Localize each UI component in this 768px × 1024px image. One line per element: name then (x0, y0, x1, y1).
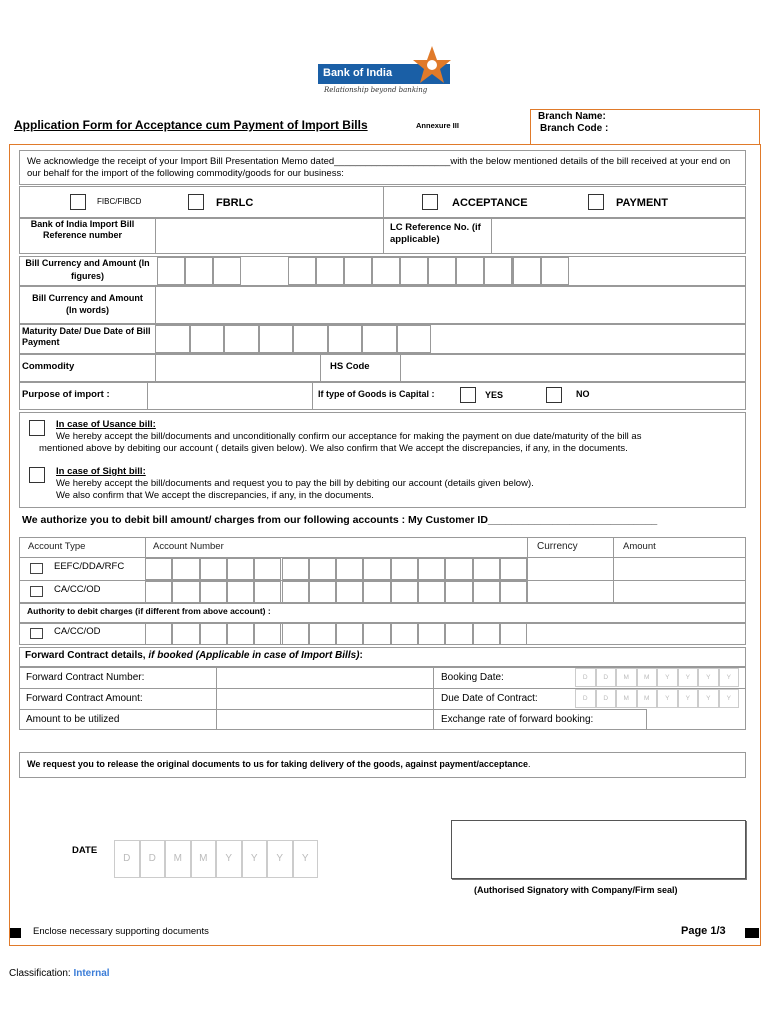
date-cell[interactable] (719, 668, 740, 687)
star-icon (412, 44, 452, 84)
acceptance-label: ACCEPTANCE (452, 197, 528, 209)
account-cell[interactable] (227, 558, 254, 580)
fibc-checkbox[interactable] (70, 194, 86, 210)
yes-checkbox[interactable] (460, 387, 476, 403)
date-cell[interactable] (596, 668, 617, 687)
maturity-cell[interactable] (259, 325, 294, 353)
fbrlc-checkbox[interactable] (188, 194, 204, 210)
fbrlc-label: FBRLC (216, 197, 254, 209)
figure-cell[interactable] (484, 257, 512, 285)
figure-cell[interactable] (372, 257, 400, 285)
date-cell[interactable] (616, 689, 637, 708)
date-cell[interactable] (114, 840, 140, 878)
eefc-checkbox[interactable] (30, 563, 43, 574)
date-cell-placeholder: D (603, 695, 609, 702)
signatory-label: (Authorised Signatory with Company/Firm seal) (474, 885, 678, 895)
date-cell[interactable] (191, 840, 217, 878)
forward-title-b: if booked (Applicable in case of Import Bills) (148, 650, 360, 661)
col-currency: Currency (537, 541, 578, 552)
date-cell[interactable] (637, 668, 658, 687)
fc-number-input[interactable] (218, 669, 431, 687)
account-cell[interactable] (391, 581, 418, 603)
date-cell-placeholder: D (148, 853, 156, 864)
account-cell[interactable] (336, 558, 363, 580)
release-text-dot: . (527, 759, 531, 769)
maturity-label: Maturity Date/ Due Date of Bill Payment (22, 326, 151, 347)
date-cell-placeholder: M (644, 674, 650, 681)
date-cell-placeholder: M (623, 674, 629, 681)
boi-ref-label: Bank of India Import Bill Reference number (30, 219, 135, 240)
fibc-label: FIBC/FIBCD (97, 197, 142, 206)
fc-exchange-rate-input[interactable] (648, 711, 744, 729)
date-cell-placeholder: M (173, 853, 182, 864)
account-cell[interactable] (418, 581, 445, 603)
account-cell[interactable] (391, 558, 418, 580)
sight-checkbox[interactable] (29, 467, 45, 483)
col-account-number: Account Number (153, 541, 224, 552)
lc-ref-label: LC Reference No. (if applicable) (390, 222, 481, 245)
date-cell-placeholder: Y (726, 695, 731, 702)
date-cell-placeholder: Y (225, 853, 233, 864)
forward-title-a: Forward Contract details, (25, 650, 149, 661)
figure-cell[interactable] (185, 257, 213, 285)
ack-text: We acknowledge the receipt of your Import Bill Presentation Memo dated______________________with the below mentioned details of the bill received at your end on our behalf for the import of the following commodity/goods for our business: (27, 156, 731, 179)
account-cell[interactable] (500, 581, 527, 603)
release-text-body: We request you to release the original documents to us for taking delivery of the goods, against payment/acceptance (27, 759, 528, 769)
date-cell[interactable] (267, 840, 293, 878)
date-cell[interactable] (637, 689, 658, 708)
fc-number-label: Forward Contract Number: (26, 672, 145, 683)
sight-title: In case of Sight bill: (56, 466, 146, 477)
authorize-text: We authorize you to debit bill amount/ charges from our following accounts : My Customer ID_____________________________ (22, 514, 658, 526)
sight-text-1: We hereby accept the bill/documents and request you to pay the bill by debiting our account (details given below). (56, 478, 534, 489)
account-cell[interactable] (418, 558, 445, 580)
account-cell[interactable] (172, 581, 199, 603)
account-cell[interactable] (445, 581, 472, 603)
date-cell[interactable] (657, 668, 678, 687)
ca-cc-od-checkbox-2[interactable] (30, 628, 43, 639)
fc-booking-date-label: Booking Date: (441, 672, 504, 683)
date-cell[interactable] (216, 840, 242, 878)
logo-tagline: Relationship beyond banking (324, 86, 428, 94)
signature-box[interactable] (451, 820, 746, 879)
capital-question: If type of Goods is Capital : (318, 389, 435, 399)
maturity-cell[interactable] (155, 325, 190, 353)
account-cell[interactable] (145, 558, 172, 580)
account-cell[interactable] (254, 581, 281, 603)
col-account-type: Account Type (28, 541, 86, 552)
hs-code-label: HS Code (330, 361, 370, 372)
date-cell[interactable] (698, 689, 719, 708)
fc-due-date-label: Due Date of Contract: (441, 693, 538, 704)
acceptance-checkbox[interactable] (422, 194, 438, 210)
date-cell[interactable] (596, 689, 617, 708)
payment-checkbox[interactable] (588, 194, 604, 210)
payment-label: PAYMENT (616, 197, 668, 209)
commodity-input[interactable] (157, 356, 318, 380)
charges-account-row (19, 623, 746, 645)
ca-cc-od-label-2: CA/CC/OD (54, 626, 101, 637)
figure-cell[interactable] (344, 257, 372, 285)
account-cell[interactable] (282, 581, 309, 603)
figure-cell[interactable] (213, 257, 241, 285)
date-cell-placeholder: D (582, 674, 588, 681)
date-cell-placeholder: Y (685, 695, 690, 702)
date-cell-placeholder: Y (726, 674, 731, 681)
date-cell[interactable] (678, 689, 699, 708)
account-cell[interactable] (172, 558, 199, 580)
figure-cell[interactable] (541, 257, 569, 285)
account-cell[interactable] (445, 558, 472, 580)
date-cell[interactable] (698, 668, 719, 687)
boi-ref-input[interactable] (157, 220, 381, 252)
yes-label: YES (485, 390, 504, 400)
figure-cell[interactable] (288, 257, 316, 285)
no-checkbox[interactable] (546, 387, 562, 403)
account-cell[interactable] (254, 558, 281, 580)
account-cell[interactable] (200, 558, 227, 580)
date-cell-placeholder: Y (706, 695, 711, 702)
figure-cell[interactable] (316, 257, 344, 285)
figure-cell[interactable] (513, 257, 541, 285)
account-cell[interactable] (145, 581, 172, 603)
date-cell[interactable] (719, 689, 740, 708)
branch-code-label: Branch Code : (540, 123, 609, 134)
date-cell[interactable] (678, 668, 699, 687)
figure-cell[interactable] (456, 257, 484, 285)
account-cell[interactable] (309, 581, 336, 603)
account-cell[interactable] (363, 581, 390, 603)
currency-words-input[interactable] (157, 288, 744, 322)
account-cell[interactable] (500, 558, 527, 580)
logo-text: Bank of India (323, 67, 393, 79)
ca-cc-od-label-1: CA/CC/OD (54, 584, 101, 595)
date-label: DATE (72, 845, 98, 856)
fc-utilized-input[interactable] (218, 711, 431, 729)
date-cell[interactable] (140, 840, 166, 878)
account-cell[interactable] (363, 558, 390, 580)
auth-charges-label: Authority to debit charges (if different from above account) : (27, 606, 271, 616)
figure-cell[interactable] (157, 257, 185, 285)
date-cell[interactable] (575, 689, 596, 708)
date-cell[interactable] (657, 689, 678, 708)
purpose-input[interactable] (149, 384, 310, 408)
date-cell[interactable] (293, 840, 319, 878)
date-cell[interactable] (242, 840, 268, 878)
hs-code-input[interactable] (402, 356, 744, 380)
usance-title: In case of Usance bill: (56, 419, 156, 430)
eefc-label: EEFC/DDA/RFC (54, 561, 125, 572)
account-cell[interactable] (227, 581, 254, 603)
account-cell[interactable] (282, 558, 309, 580)
ca-cc-od-checkbox-1[interactable] (30, 586, 43, 597)
account-cell[interactable] (473, 558, 500, 580)
fc-amount-label: Forward Contract Amount: (26, 693, 143, 704)
date-cell-placeholder: Y (685, 674, 690, 681)
date-cell-placeholder: Y (301, 853, 309, 864)
classification-value: Internal (73, 968, 110, 979)
purpose-label: Purpose of import : (22, 389, 110, 400)
footer-marker-right (745, 928, 759, 938)
date-cell-placeholder: D (123, 853, 131, 864)
usance-text-2: mentioned above by debiting our account ( details given below). We also confirm that We accept the discrepancies, if any, in the documents. (39, 443, 628, 454)
no-label: NO (576, 389, 590, 399)
maturity-cell[interactable] (293, 325, 328, 353)
date-cell-placeholder: M (623, 695, 629, 702)
maturity-cell[interactable] (397, 325, 432, 353)
date-cell-placeholder: D (582, 695, 588, 702)
forward-title (25, 650, 363, 661)
release-text (27, 759, 530, 769)
date-cell-placeholder: Y (665, 674, 670, 681)
maturity-cell[interactable] (328, 325, 363, 353)
fc-amount-input[interactable] (218, 690, 431, 708)
date-cell-placeholder: Y (665, 695, 670, 702)
account-cell[interactable] (309, 558, 336, 580)
commodity-label: Commodity (22, 361, 75, 372)
currency-figures-label: Bill Currency and Amount (In figures) (25, 258, 150, 281)
date-cell-placeholder: Y (706, 674, 711, 681)
account-cell[interactable] (473, 581, 500, 603)
maturity-cell[interactable] (224, 325, 259, 353)
classification-label: Classification: (9, 968, 74, 979)
date-cell[interactable] (616, 668, 637, 687)
figure-cell[interactable] (400, 257, 428, 285)
bank-logo (318, 62, 452, 96)
usance-text-1: We hereby accept the bill/documents and unconditionally confirm our acceptance for making the payment on due date/maturity of the bill as (56, 431, 642, 442)
forward-title-c: : (359, 650, 363, 661)
account-cell[interactable] (336, 581, 363, 603)
date-cell-placeholder: M (644, 695, 650, 702)
col-amount: Amount (623, 541, 656, 552)
fc-exchange-rate-label: Exchange rate of forward booking: (441, 714, 594, 725)
date-cell[interactable] (575, 668, 596, 687)
maturity-cell[interactable] (362, 325, 397, 353)
maturity-cell[interactable] (190, 325, 225, 353)
currency-words-label: Bill Currency and Amount (In words) (32, 293, 143, 315)
lc-ref-input[interactable] (493, 220, 744, 252)
page-number: Page 1/3 (681, 925, 726, 937)
branch-name-label: Branch Name: (538, 111, 606, 122)
footer-marker-left (10, 928, 21, 938)
enclose-text: Enclose necessary supporting documents (33, 926, 209, 937)
date-cell-placeholder: D (603, 674, 609, 681)
account-cell[interactable] (200, 581, 227, 603)
sight-text-2: We also confirm that We accept the discrepancies, if any, in the documents. (56, 490, 374, 501)
page-title: Application Form for Acceptance cum Payment of Import Bills (14, 118, 368, 132)
classification (9, 968, 110, 979)
date-cell[interactable] (165, 840, 191, 878)
date-cell-placeholder: M (199, 853, 208, 864)
figure-cell[interactable] (428, 257, 456, 285)
annexure-label: Annexure III (416, 121, 459, 130)
fc-utilized-label: Amount to be utilized (26, 714, 120, 725)
date-cell-placeholder: Y (276, 853, 284, 864)
usance-checkbox[interactable] (29, 420, 45, 436)
date-cell-placeholder: Y (250, 853, 258, 864)
